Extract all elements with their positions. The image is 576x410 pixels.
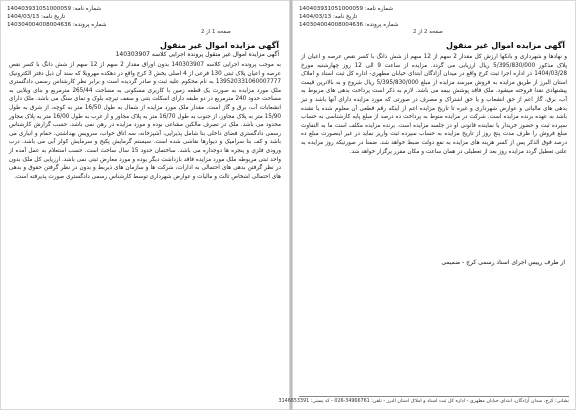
notice-body: به موجب پرونده اجرایی کلاسه 140303907 بدون اوراق مقدار 2 سهم از 12 سهم از شش دانگ با کسر نقص عرصه و اعیان پلاک ثبتی 130 فرعی از 4 اصلی بخش 3 کرج واقع در دهکده مهرویلا که سند آن ذیل دفتر الکترونیک 139520331060007777 به نام محکوم علیه ثبت و صادر گردیده است و برابر نظر کارشناس رسمی دادگستری ملک مورد مزایده به صورت یک قطعه زمین با کاربری مسکونی به مساحت 265/44 مترمربع و بنای ویلایی به مساحت حدود 240 مترمربع در دو طبقه دارای اسکلت بتنی و سقف تیرچه بلوک و نمای سنگ می باشد. ملک دارای انشعابات آب، برق و گاز است. مقدار ملک مورد مزایده از شمال به طول 16/50 متر به کوچه، از شرق به طول 15/90 متر به پلاک مجاور، از جنوب به طول 16/70 متر به پلاک مجاور و از غرب به طول 16/00 متر به پلاک مجاور محدود می باشد. ملک در تصرف مالکین مشاعی بوده و مورد مزایده در رهن نمی باشد. حسب گزارش کارشناس رسمی دادگستری فضای داخلی بنا شامل پذیرایی، آشپزخانه، سه اتاق خواب، سرویس بهداشتی، حمام و انباری می باشد و کف بنا سرامیک و دیوارها نقاشی شده است. سیستم گرمایش پکیج و سرمایش کولر آبی می باشد. درب ورودی فلزی و پنجره ها دوجداره می باشد. ساختمان حدود 15 سال ساخت است. حسب استعلام به عمل آمده از واحد ثبتی مربوطه ملک مورد مزایده فاقد بازداشت دیگر بوده و مورد معارض ثبتی نمی باشد. ارزیابی کل ملک بدون در نظر گرفتن بدهی های احتمالی به ادارات، شرکت ها و سازمان های ذیربط و بدون در نظر گرفتن حقوق و بدهی های احتمالی اشخاص ثالث و مالیات و عوارض شهرداری توسط کارشناس رسمی دادگستری صورت پذیرفته است. — [9, 62, 281, 180]
page-number: صفحه 2 از 2 — [413, 29, 443, 35]
notice-subtitle: آگهی مزایده اموال غیر منقول پرونده اجرایی کلاسه 140303907 — [115, 51, 279, 58]
letter-meta — [7, 5, 107, 29]
file-number: شماره پرونده: 140304004008004636 — [299, 22, 399, 28]
notice-body: و نهادها و شهرداری و بانکها ارزش کل مقدار 2 سهم از 12 سهم از شش دانگ با کسر نقص عرصه و اعیان از پلاک مذکور 5/395/830/000 ریال ارزیابی می گردد. مزایده از ساعت 9 الی 12 روز چهارشنبه مورخ 1404/03/28 در اداره اجرا ثبت کرج واقع در میدان آزادگان ابتدای خیابان مطهری- اداره کل ثبت اسناد و املاک استان البرز از طریق مزایده به فروش میرسد مزایده از مبلغ 5/395/830/000 ریال شروع و به بالاترین قیمت پیشنهادی نقدا فروخته میشود. ملک فاقد پوشش بیمه می باشد. لازم به ذکر است پرداخت بدهی های مربوط به آب، برق، گاز اعم از حق انشعاب و یا حق اشتراک و مصرف در صورتی که مورد مزایده دارای آنها باشد و نیز بدهی های مالیاتی و عوارض شهرداری و غیره تا تاریخ مزایده اعم از اینکه رقم قطعی آن معلوم شده یا نشده باشد به عهده برنده مزایده است. شرکت در مزایده منوط به پرداخت ده درصد از مبلغ پایه کارشناسی به حساب سپرده ثبت و حضور خریدار یا نماینده قانونی او در جلسه مزایده است. برنده مزایده مکلف است ما به التفاوت مبلغ فروش را ظرف مدت پنج روز از تاریخ مزایده به حساب سپرده ثبت واریز نماید در غیر اینصورت مبلغ ده درصد فوق الذکر پس از کسر هزینه های مزایده به نفع دولت ضبط خواهد شد. ضمنا در صورتیکه روز مزایده به علتی تعطیل گردد مزایده روز بعد از تعطیلی در همان ساعت و مکان مقرر برگزار خواهد شد. — [301, 54, 568, 155]
letter-number: شماره نامه: 140403931051000059 — [299, 6, 394, 12]
page-footer: نشانی: کرج، میدان آزادگان، ابتدای خیابان مطهری - اداره کل ثبت اسناد و املاک استان البرز - تلفن: 34966761-026 - کد پستی: 3146653391 — [299, 396, 569, 405]
file-number: شماره پرونده: 140304004008004636 — [7, 22, 107, 28]
notice-title: آگهی مزایده اموال غیر منقول — [446, 41, 565, 50]
letter-meta — [299, 5, 399, 29]
notice-title: آگهی مزایده اموال غیر منقول — [160, 41, 279, 50]
page-number: صفحه 1 از 2 — [201, 29, 231, 35]
signature-line: از طرف رییس اجرای اسناد رسمی کرج - ضمیمی — [441, 259, 565, 266]
letter-date: تاریخ نامه: 1404/03/13 — [7, 14, 66, 20]
letter-number: شماره نامه: 140403931051000059 — [7, 6, 102, 12]
letter-date: تاریخ نامه: 1404/03/13 — [299, 14, 358, 20]
page-two — [278, 0, 576, 410]
